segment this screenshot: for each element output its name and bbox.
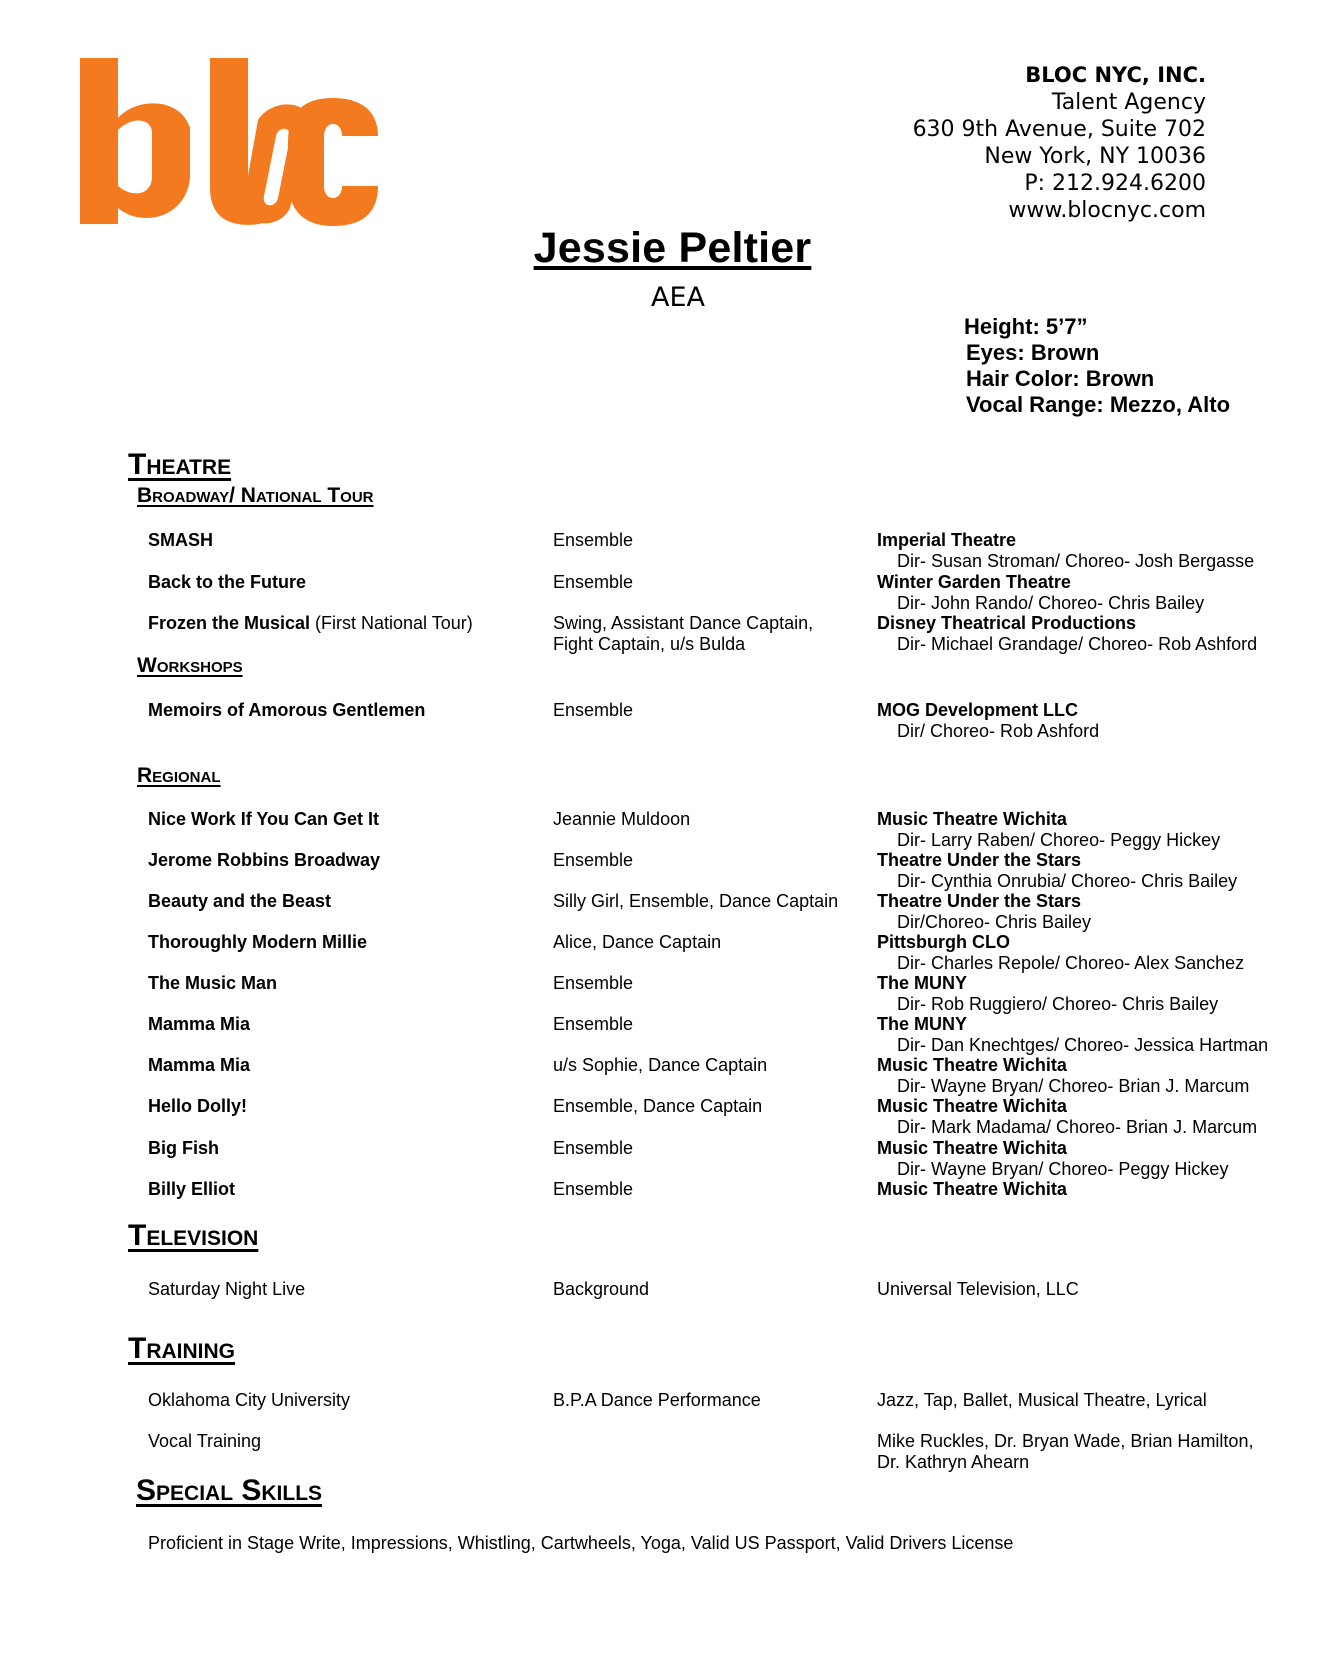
credit-title: Back to the Future <box>148 572 307 592</box>
agency-website[interactable]: www.blocnyc.com <box>1008 198 1206 223</box>
credit-venue-block <box>877 1055 1317 1097</box>
agency-name: BLOC NYC, INC. <box>1025 63 1206 87</box>
credit-venue: MOG Development LLC <box>877 700 1079 720</box>
credit-title: The Music Man <box>148 973 278 993</box>
credit-venue-block <box>877 1096 1317 1138</box>
agency-info <box>913 62 1206 224</box>
credit-venue: Music Theatre Wichita <box>877 1138 1067 1158</box>
agency-type: Talent Agency <box>1051 90 1206 115</box>
training-details: Mike Ruckles, Dr. Bryan Wade, Brian Hamilton, Dr. Kathryn Ahearn <box>877 1431 1254 1472</box>
subsection-heading-regional: Regional <box>137 764 221 787</box>
credit-role: Ensemble <box>553 973 634 993</box>
tv-role: Background <box>553 1279 650 1299</box>
credit-director: Dir- Michael Grandage/ Choreo- Rob Ashford <box>897 634 1258 654</box>
credit-role: Ensemble <box>553 850 634 870</box>
credit-role: Ensemble <box>553 572 634 592</box>
training-school: Oklahoma City University <box>148 1390 351 1410</box>
training-details: Jazz, Tap, Ballet, Musical Theatre, Lyrical <box>877 1390 1207 1410</box>
training-school: Vocal Training <box>148 1431 262 1451</box>
credit-venue: Imperial Theatre <box>877 530 1017 550</box>
credit-venue: Disney Theatrical Productions <box>877 613 1137 633</box>
credit-venue-block <box>877 973 1317 1015</box>
credit-venue-block <box>877 1014 1317 1056</box>
credit-venue-block <box>877 613 1317 655</box>
credit-role: Ensemble <box>553 1014 634 1034</box>
credit-venue: Winter Garden Theatre <box>877 572 1071 592</box>
credit-title-note: (First National Tour) <box>310 613 473 633</box>
credit-director: Dir- Cynthia Onrubia/ Choreo- Chris Bailey <box>897 871 1238 891</box>
credit-title: Mamma Mia <box>148 1014 251 1034</box>
section-heading-training: Training <box>128 1332 235 1365</box>
stat-eyes: Eyes: Brown <box>966 340 1100 365</box>
credit-venue: The MUNY <box>877 1014 967 1034</box>
credit-role: Ensemble <box>553 530 634 550</box>
credit-venue-block <box>877 1179 1317 1200</box>
credit-director: Dir- Wayne Bryan/ Choreo- Peggy Hickey <box>897 1159 1229 1179</box>
credit-venue: Theatre Under the Stars <box>877 850 1082 870</box>
credit-venue-block <box>877 809 1317 851</box>
credit-title: Memoirs of Amorous Gentlemen <box>148 700 426 720</box>
credit-venue: Music Theatre Wichita <box>877 1179 1067 1199</box>
credit-venue-block <box>877 700 1317 742</box>
agency-address-line1: 630 9th Avenue, Suite 702 <box>912 117 1206 142</box>
credit-title: Jerome Robbins Broadway <box>148 850 381 870</box>
actor-name: Jessie Peltier <box>533 224 812 272</box>
training-program: B.P.A Dance Performance <box>553 1390 761 1410</box>
credit-director: Dir- Mark Madama/ Choreo- Brian J. Marcum <box>897 1117 1258 1137</box>
credit-title: Nice Work If You Can Get It <box>148 809 380 829</box>
credit-title: Mamma Mia <box>148 1055 251 1075</box>
credit-role: Ensemble, Dance Captain <box>553 1096 763 1116</box>
agency-address-line2: New York, NY 10036 <box>984 144 1206 169</box>
credit-venue-block <box>877 1138 1317 1180</box>
section-heading-television: Television <box>128 1219 259 1252</box>
stat-vocal-range: Vocal Range: Mezzo, Alto <box>966 392 1231 417</box>
section-heading-theatre: Theatre <box>128 448 232 481</box>
credit-director: Dir- Larry Raben/ Choreo- Peggy Hickey <box>897 830 1221 850</box>
credit-venue: Music Theatre Wichita <box>877 1055 1067 1075</box>
credit-venue-block <box>877 932 1317 974</box>
stat-hair: Hair Color: Brown <box>966 366 1155 391</box>
credit-venue: Music Theatre Wichita <box>877 809 1067 829</box>
credit-venue-block <box>877 891 1317 933</box>
credit-venue: Music Theatre Wichita <box>877 1096 1067 1116</box>
credit-role: Ensemble <box>553 1179 634 1199</box>
tv-company: Universal Television, LLC <box>877 1279 1079 1299</box>
credit-role: Silly Girl, Ensemble, Dance Captain <box>553 891 839 911</box>
credit-venue-block <box>877 572 1317 614</box>
union-affiliation: AEA <box>651 282 705 313</box>
credit-venue: Theatre Under the Stars <box>877 891 1082 911</box>
credit-director: Dir- Charles Repole/ Choreo- Alex Sanchez <box>897 953 1245 973</box>
name-block <box>0 224 1342 273</box>
physical-stats <box>966 314 1230 418</box>
credit-venue-block <box>877 530 1317 572</box>
credit-role: Swing, Assistant Dance Captain, Fight Captain, u/s Bulda <box>553 613 814 654</box>
credit-title: Billy Elliot <box>148 1179 236 1199</box>
credit-venue: Pittsburgh CLO <box>877 932 1010 952</box>
agency-phone: P: 212.924.6200 <box>1024 171 1206 196</box>
credit-director: Dir- Rob Ruggiero/ Choreo- Chris Bailey <box>897 994 1219 1014</box>
credit-director: Dir- Susan Stroman/ Choreo- Josh Bergasse <box>897 551 1255 571</box>
credit-role: Ensemble <box>553 700 634 720</box>
stat-height: Height: 5’7” <box>964 314 1088 339</box>
credit-role: u/s Sophie, Dance Captain <box>553 1055 768 1075</box>
credit-role: Ensemble <box>553 1138 634 1158</box>
credit-director: Dir/ Choreo- Rob Ashford <box>897 721 1100 741</box>
credit-director: Dir- John Rando/ Choreo- Chris Bailey <box>897 593 1205 613</box>
credit-title: Thoroughly Modern Millie <box>148 932 367 952</box>
credit-director: Dir- Dan Knechtges/ Choreo- Jessica Hartman <box>897 1035 1269 1055</box>
subsection-heading-broadway: Broadway/ National Tour <box>137 484 374 507</box>
section-heading-special-skills: Special Skills <box>136 1474 323 1507</box>
subsection-heading-workshops: Workshops <box>137 654 243 677</box>
credit-director: Dir- Wayne Bryan/ Choreo- Brian J. Marcum <box>897 1076 1250 1096</box>
credit-role: Alice, Dance Captain <box>553 932 722 952</box>
credit-venue: The MUNY <box>877 973 967 993</box>
tv-title: Saturday Night Live <box>148 1279 306 1299</box>
special-skills-text: Proficient in Stage Write, Impressions, Whistling, Cartwheels, Yoga, Valid US Passport, Valid Drivers License <box>148 1533 1014 1553</box>
credit-role: Jeannie Muldoon <box>553 809 691 829</box>
credit-title: Beauty and the Beast <box>148 891 332 911</box>
credit-title: Frozen the Musical <box>148 613 311 633</box>
credit-title-block <box>148 613 473 634</box>
credit-venue-block <box>877 850 1317 892</box>
credit-title: Hello Dolly! <box>148 1096 248 1116</box>
credit-title: SMASH <box>148 530 214 550</box>
credit-director: Dir/Choreo- Chris Bailey <box>897 912 1092 932</box>
bloc-logo <box>80 58 380 226</box>
credit-title: Big Fish <box>148 1138 219 1158</box>
